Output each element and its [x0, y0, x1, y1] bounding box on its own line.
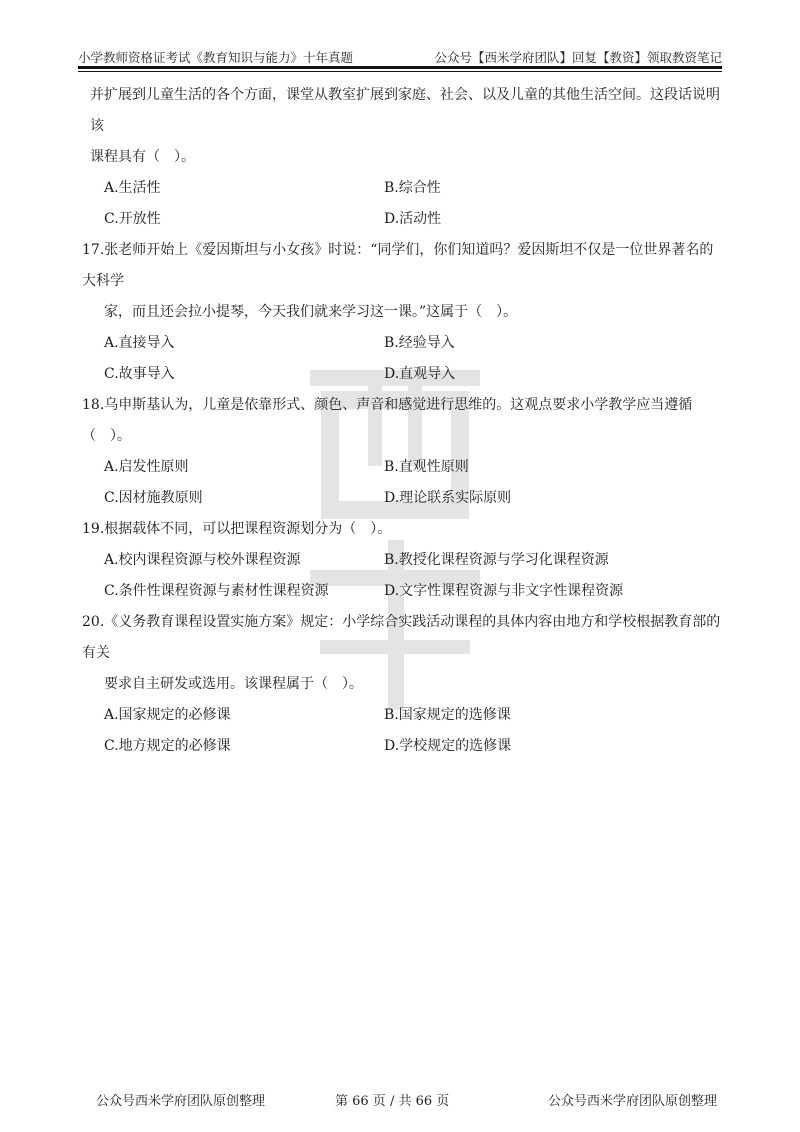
- page-header: [78, 44, 722, 66]
- q19-stem-line1: 根据载体不同，可以把课程资源划分为（ ）。: [104, 521, 392, 537]
- q18-option-b: B.直观性原则: [384, 459, 469, 475]
- q18-option-a: A.启发性原则: [104, 459, 189, 475]
- q20-stem-line1: 《义务教育课程设置实施方案》规定：小学综合实践活动课程的具体内容由地方和学校根据教育部的有关: [82, 614, 721, 661]
- q18-stem-line1: 乌申斯基认为，儿童是依靠形式、颜色、声音和感觉进行思维的。这观点要求小学教学应当遵循（ ）。: [82, 397, 693, 444]
- q16-options: [82, 173, 722, 235]
- question-18: [82, 390, 722, 452]
- q16-continuation-line2: 课程具有（ ）。: [90, 149, 195, 165]
- q19-option-b: B.教授化课程资源与学习化课程资源: [384, 552, 609, 568]
- header-rule-thick: [78, 66, 722, 69]
- q20-option-b: B.国家规定的选修课: [384, 707, 511, 723]
- footer-page-number: 第 66 页 / 共 66 页: [335, 1094, 450, 1109]
- q16-continuation-line1: 并扩展到儿童生活的各个方面，课堂从教室扩展到家庭、社会、以及儿童的其他生活空间。这段话说明该: [90, 87, 720, 134]
- q17-option-c: C.故事导入: [104, 366, 175, 382]
- q17-option-d: D.直观导入: [384, 366, 456, 382]
- question-20: [82, 607, 722, 669]
- q17-number: 17.: [82, 242, 105, 258]
- q18-number: 18.: [82, 397, 105, 413]
- header-promo: 公众号【西米学府团队】回复【教资】领取教资笔记: [434, 50, 722, 65]
- q18-option-c: C.因材施教原则: [104, 490, 203, 506]
- q18-options: [82, 452, 722, 514]
- q19-option-a: A.校内课程资源与校外课程资源: [104, 552, 301, 568]
- q17-stem-line1: 张老师开始上《爱因斯坦与小女孩》时说：“同学们，你们知道吗？爱因斯坦不仅是一位世界著名的大科学: [82, 242, 714, 289]
- footer-left: 公众号西米学府团队原创整理: [96, 1094, 266, 1109]
- q20-stem-line2: 要求自主研发或选用。该课程属于（ ）。: [104, 676, 363, 692]
- q16-option-b: B.综合性: [384, 180, 441, 196]
- q20-options: [82, 700, 722, 762]
- q17-option-b: B.经验导入: [384, 335, 455, 351]
- header-title: 小学教师资格证考试《教育知识与能力》十年真题: [78, 50, 354, 65]
- question-17: [82, 235, 722, 297]
- question-19: [82, 514, 722, 545]
- q20-option-c: C.地方规定的必修课: [104, 738, 231, 754]
- q17-option-a: A.直接导入: [104, 335, 175, 351]
- q18-option-d: D.理论联系实际原则: [384, 490, 512, 506]
- q20-option-a: A.国家规定的必修课: [104, 707, 231, 723]
- q20-option-d: D.学校规定的选修课: [384, 738, 512, 754]
- header-rule-thin: [78, 71, 722, 72]
- q20-number: 20.: [82, 614, 105, 630]
- footer-right: 公众号西米学府团队原创整理: [548, 1094, 718, 1109]
- q16-option-c: C.开放性: [104, 211, 161, 227]
- q19-option-d: D.文字性课程资源与非文字性课程资源: [384, 583, 624, 599]
- q17-stem-line2: 家，而且还会拉小提琴，今天我们就来学习这一课。”这属于（ ）。: [104, 304, 518, 320]
- q16-option-a: A.生活性: [104, 180, 161, 196]
- q19-option-c: C.条件性课程资源与素材性课程资源: [104, 583, 329, 599]
- q17-options: [82, 328, 722, 390]
- q19-number: 19.: [82, 521, 105, 537]
- q19-options: [82, 545, 722, 607]
- page-content: [82, 80, 722, 762]
- q16-option-d: D.活动性: [384, 211, 442, 227]
